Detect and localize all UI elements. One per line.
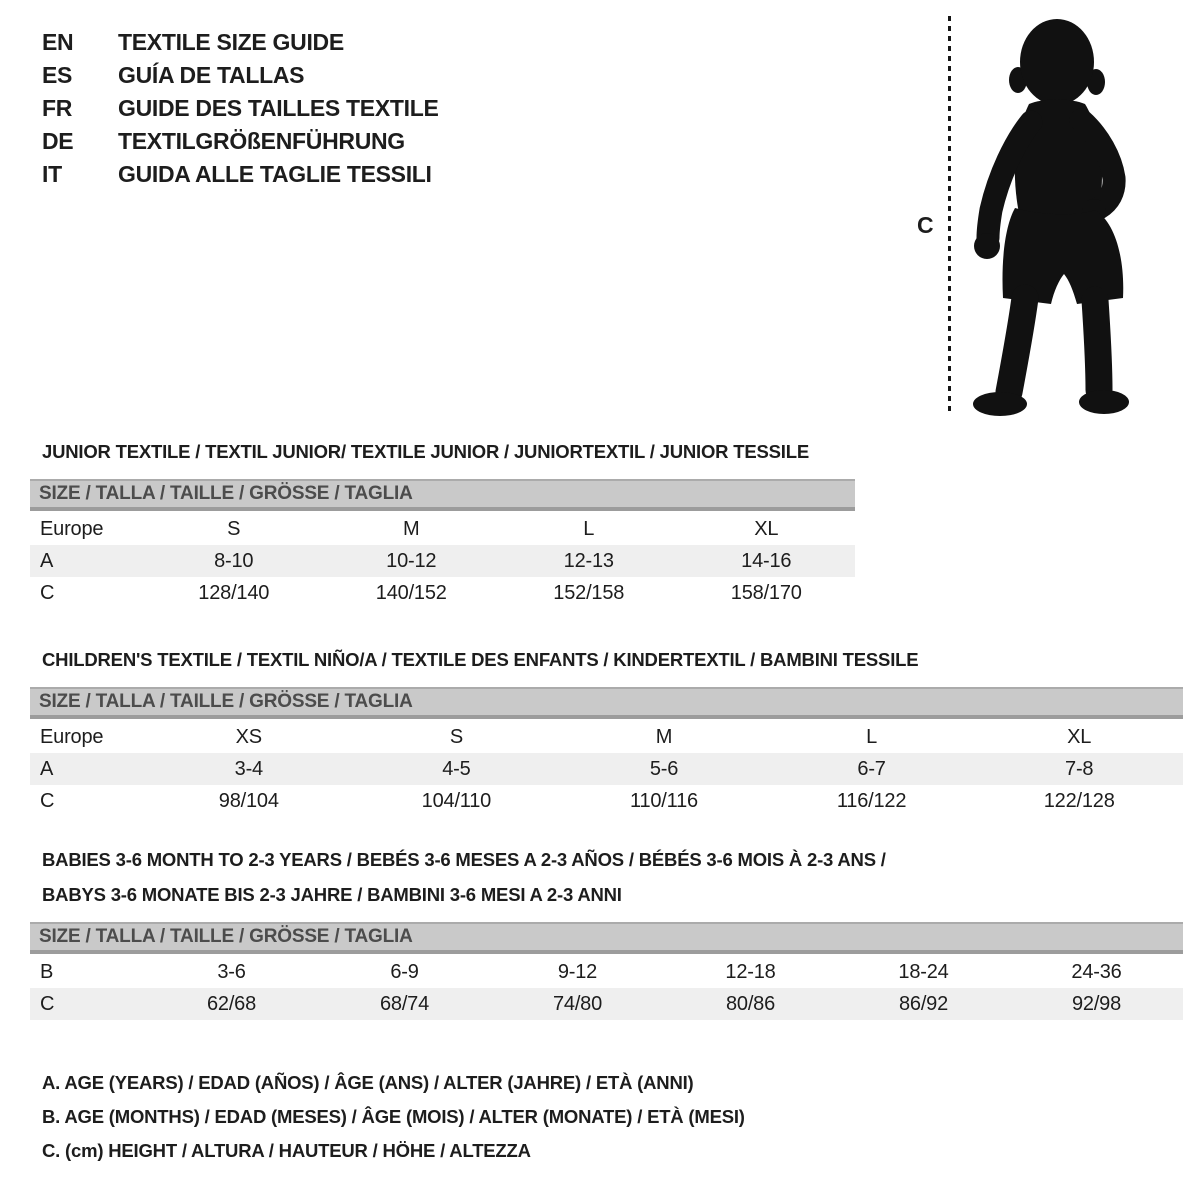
value-cell: 74/80 bbox=[552, 992, 603, 1015]
size-table-header-row bbox=[30, 721, 1183, 753]
size-cell: L bbox=[866, 725, 878, 748]
table-row bbox=[30, 988, 1183, 1020]
legend-line: C. (cm) HEIGHT / ALTURA / HAUTEUR / HÖHE / ALTEZZA bbox=[42, 1140, 531, 1161]
language-title: GUÍA DE TALLAS bbox=[118, 62, 305, 88]
value-cell: 116/122 bbox=[836, 789, 907, 812]
section-title-line: BABIES 3-6 MONTH TO 2-3 YEARS / BEBÉS 3-6 MESES A 2-3 AÑOS / BÉBÉS 3-6 MOIS À 2-3 ANS / bbox=[42, 849, 886, 870]
legend-line: B. AGE (MONTHS) / EDAD (MESES) / ÂGE (MOIS) / ALTER (MONATE) / ETÀ (MESI) bbox=[42, 1106, 745, 1127]
size-cell: M bbox=[403, 517, 420, 540]
language-row bbox=[42, 59, 439, 92]
row-label-cell: B bbox=[40, 960, 54, 983]
table-row bbox=[30, 753, 1183, 785]
value-cell: 92/98 bbox=[1071, 992, 1122, 1015]
language-title: GUIDA ALLE TAGLIE TESSILI bbox=[118, 161, 432, 187]
value-cell: 98/104 bbox=[218, 789, 279, 812]
legend-line: A. AGE (YEARS) / EDAD (AÑOS) / ÂGE (ANS) / ALTER (JAHRE) / ETÀ (ANNI) bbox=[42, 1072, 694, 1093]
size-cell: S bbox=[227, 517, 241, 540]
value-cell: 152/158 bbox=[553, 581, 625, 604]
section-title bbox=[42, 842, 1183, 912]
size-cell: L bbox=[583, 517, 595, 540]
row-label-cell: Europe bbox=[40, 725, 104, 748]
language-title: TEXTILE SIZE GUIDE bbox=[118, 29, 344, 55]
section-title-line: CHILDREN'S TEXTILE / TEXTIL NIÑO/A / TEXTILE DES ENFANTS / KINDERTEXTIL / BAMBINI TESSILE bbox=[42, 649, 919, 670]
height-measure-label: C bbox=[917, 212, 934, 238]
language-code: IT bbox=[42, 161, 62, 187]
value-cell: 12-13 bbox=[563, 549, 614, 572]
size-table-header-bar: SIZE / TALLA / TAILLE / GRÖSSE / TAGLIA bbox=[30, 687, 1183, 719]
value-cell: 14-16 bbox=[741, 549, 792, 572]
value-cell: 68/74 bbox=[379, 992, 430, 1015]
row-label-cell: C bbox=[40, 581, 55, 604]
table-row bbox=[30, 545, 855, 577]
value-cell: 62/68 bbox=[206, 992, 257, 1015]
size-cell: M bbox=[655, 725, 673, 748]
children-textile-section bbox=[30, 642, 1183, 817]
size-cell: XS bbox=[235, 725, 262, 748]
language-row bbox=[42, 158, 439, 191]
language-code: DE bbox=[42, 128, 74, 154]
value-cell: 122/128 bbox=[1043, 789, 1115, 812]
value-cell: 12-18 bbox=[725, 960, 776, 983]
value-cell: 80/86 bbox=[725, 992, 776, 1015]
size-table-header-bar: SIZE / TALLA / TAILLE / GRÖSSE / TAGLIA bbox=[30, 922, 1183, 954]
size-table-header-bar: SIZE / TALLA / TAILLE / GRÖSSE / TAGLIA bbox=[30, 479, 855, 511]
row-label-cell: Europe bbox=[40, 517, 104, 540]
value-cell: 7-8 bbox=[1065, 757, 1094, 780]
size-table bbox=[30, 513, 855, 609]
row-label-cell: A bbox=[40, 549, 54, 572]
height-measure-line bbox=[948, 16, 951, 416]
table-row bbox=[30, 577, 855, 609]
row-label-cell: C bbox=[40, 789, 55, 812]
value-cell: 8-10 bbox=[214, 549, 254, 572]
section-title-line: JUNIOR TEXTILE / TEXTIL JUNIOR/ TEXTILE JUNIOR / JUNIORTEXTIL / JUNIOR TESSILE bbox=[42, 441, 809, 462]
value-cell: 24-36 bbox=[1071, 960, 1122, 983]
language-row bbox=[42, 92, 439, 125]
row-label-cell: C bbox=[40, 992, 55, 1015]
value-cell: 110/116 bbox=[630, 789, 698, 812]
legend bbox=[42, 1066, 745, 1168]
size-cell: S bbox=[449, 725, 463, 748]
language-title: GUIDE DES TAILLES TEXTILE bbox=[118, 95, 439, 121]
toddler-silhouette-icon bbox=[963, 10, 1140, 422]
value-cell: 86/92 bbox=[898, 992, 949, 1015]
value-cell: 10-12 bbox=[386, 549, 437, 572]
table-row bbox=[30, 956, 1183, 988]
value-cell: 104/110 bbox=[421, 789, 492, 812]
value-cell: 6-7 bbox=[857, 757, 886, 780]
size-cell: XL bbox=[754, 517, 779, 540]
babies-textile-section bbox=[30, 842, 1183, 1020]
section-title bbox=[42, 642, 1183, 677]
language-code: EN bbox=[42, 29, 74, 55]
junior-textile-section bbox=[30, 434, 855, 609]
language-row bbox=[42, 125, 439, 158]
value-cell: 18-24 bbox=[898, 960, 949, 983]
value-cell: 6-9 bbox=[390, 960, 419, 983]
value-cell: 140/152 bbox=[375, 581, 447, 604]
language-title: TEXTILGRÖßENFÜHRUNG bbox=[118, 128, 405, 154]
value-cell: 3-6 bbox=[217, 960, 246, 983]
size-table bbox=[30, 721, 1183, 817]
value-cell: 158/170 bbox=[730, 581, 802, 604]
size-cell: XL bbox=[1067, 725, 1092, 748]
value-cell: 9-12 bbox=[557, 960, 598, 983]
section-title-line: BABYS 3-6 MONATE BIS 2-3 JAHRE / BAMBINI 3-6 MESI A 2-3 ANNI bbox=[42, 884, 622, 905]
row-label-cell: A bbox=[40, 757, 54, 780]
language-row bbox=[42, 26, 439, 59]
value-cell: 5-6 bbox=[649, 757, 679, 780]
size-table-header-row bbox=[30, 513, 855, 545]
value-cell: 4-5 bbox=[442, 757, 471, 780]
language-header bbox=[42, 26, 439, 191]
language-code: ES bbox=[42, 62, 73, 88]
value-cell: 3-4 bbox=[234, 757, 263, 780]
value-cell: 128/140 bbox=[198, 581, 270, 604]
section-title bbox=[42, 434, 855, 469]
table-row bbox=[30, 785, 1183, 817]
size-table bbox=[30, 956, 1183, 1020]
language-code: FR bbox=[42, 95, 73, 121]
